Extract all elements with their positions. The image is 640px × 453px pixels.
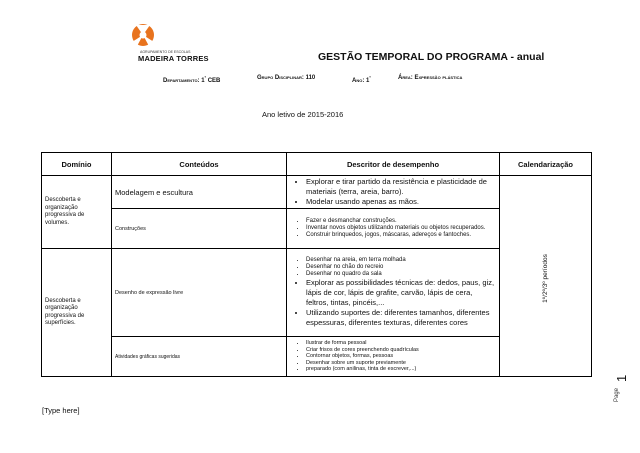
content-cell: Construções	[112, 209, 287, 249]
department-label: Departamento:	[163, 78, 200, 84]
department-value: 1	[201, 78, 205, 84]
list-item: • Explorar as possibilidades técnicas de: dedos, paus, giz, lápis de cor, lápis de grafite, carvão, lápis de cera, feltros, tintas, pincéis,...	[306, 278, 496, 308]
content-cell: Desenho de expressão livre	[112, 249, 287, 337]
list-item: • Utilizando suportes de: diferentes tamanhos, diferentes espessuras, diferentes texturas, diferentes cores	[306, 308, 496, 328]
descriptor-cell	[287, 249, 500, 337]
year-label: Ano:	[352, 78, 365, 84]
program-table	[41, 152, 592, 377]
area-label: Área:	[398, 75, 413, 81]
logo-name: MADEIRA TORRES	[138, 54, 209, 63]
list-item: • preparado (com anilinas, tinta de escrever,...)	[306, 366, 496, 373]
domain-cell: Descoberta e organização progressiva de superfícies.	[42, 249, 112, 377]
descriptor-cell	[287, 337, 500, 377]
list-item: • Desenhar no quadro da sala	[306, 271, 496, 278]
list-item: • Desenhar no chão do recreio	[306, 264, 496, 271]
list-item: • Explorar e tirar partido da resistência e plasticidade de materiais (terra, areia, barro).	[306, 177, 496, 197]
header-domain: Domínio	[42, 153, 112, 176]
list-item: • Contornar objetos, formas, pessoas	[306, 353, 496, 360]
page-title: GESTÃO TEMPORAL DO PROGRAMA - anual	[318, 51, 545, 63]
list-item: • Criar frisos de cores preenchendo quadrículas	[306, 347, 496, 354]
header-contents: Conteúdos	[112, 153, 287, 176]
year-field	[352, 75, 371, 84]
group-value: 110	[305, 75, 316, 81]
header-calendar: Calendarização	[500, 153, 592, 176]
page-number: 1	[614, 374, 629, 382]
table-row	[42, 176, 592, 209]
descriptor-cell	[287, 176, 500, 209]
calendar-text: 1º/2º/3º períodos	[542, 254, 549, 303]
header-descriptor: Descritor de desempenho	[287, 153, 500, 176]
content-cell: Modelagem e escultura	[112, 176, 287, 209]
list-item: • Desenhar na areia, em terra molhada	[306, 257, 496, 264]
list-item: • Fazer e desmanchar construções.	[306, 218, 496, 225]
list-item: • Modelar usando apenas as mãos.	[306, 197, 496, 207]
table-header-row	[42, 153, 592, 176]
ordinal-mark: º	[204, 75, 207, 80]
year-value: 1	[366, 78, 370, 84]
content-cell: Atividades gráficas sugeridas	[112, 337, 287, 377]
descriptor-cell	[287, 209, 500, 249]
area-field	[398, 75, 462, 81]
logo-subtitle: AGRUPAMENTO DE ESCOLAS	[140, 50, 191, 54]
page-label: Page	[614, 387, 620, 402]
group-field	[257, 75, 315, 81]
list-item: • Ilustrar de forma pessoal	[306, 340, 496, 347]
footer-placeholder: [Type here]	[42, 406, 80, 415]
domain-cell: Descoberta e organização progressiva de volumes.	[42, 176, 112, 249]
group-label: Grupo Disciplinar:	[257, 75, 304, 81]
ordinal-mark: º	[369, 75, 371, 80]
school-year: Ano letivo de 2015-2016	[262, 110, 344, 119]
department-suffix: CEB	[207, 78, 221, 84]
list-item: • Inventar novos objetos utilizando materiais ou objetos recuperados.	[306, 225, 496, 232]
department-field	[163, 75, 220, 84]
calendar-cell	[500, 176, 592, 377]
list-item: • Construir brinquedos, jogos, máscaras, adereços e fantoches.	[306, 232, 496, 239]
list-item: • Desenhar sobre um suporte previamente	[306, 360, 496, 367]
area-value: Expressão plástica	[414, 75, 463, 81]
